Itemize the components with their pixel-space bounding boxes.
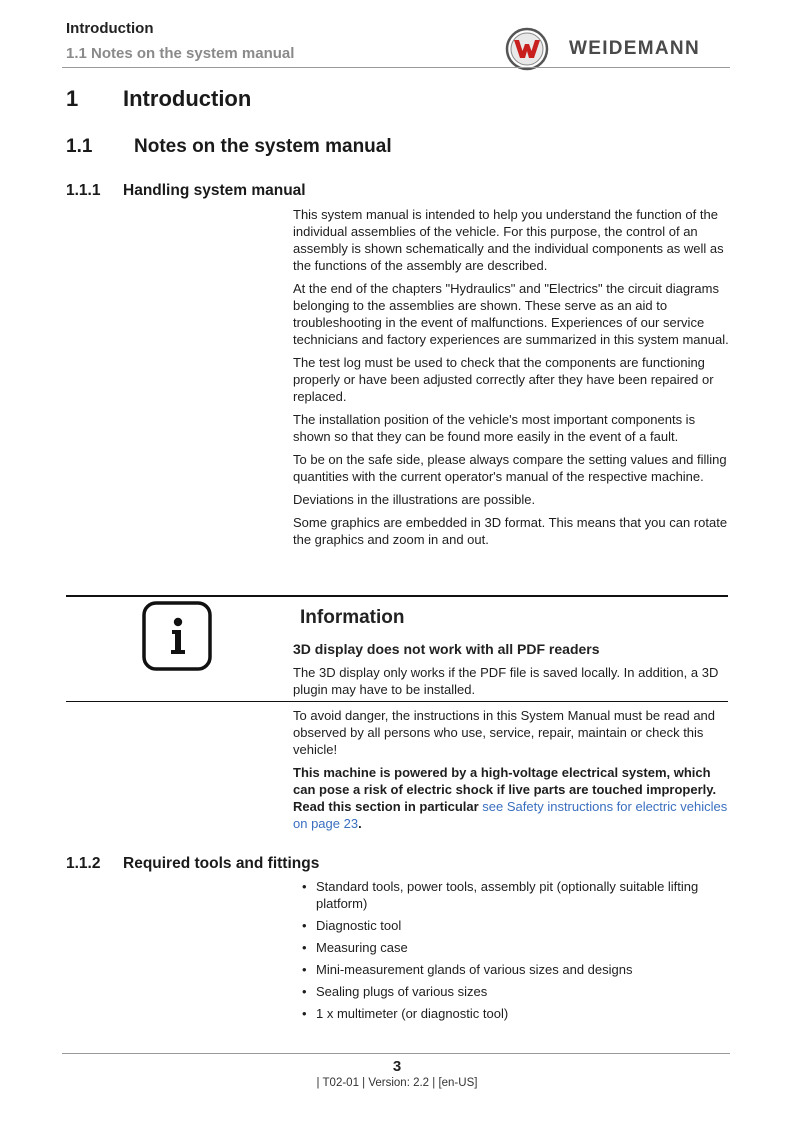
header-divider — [62, 67, 730, 68]
list-item: • Mini-measurement glands of various sizes and designs — [302, 962, 633, 977]
paragraph: To be on the safe side, please always compare the setting values and filling quantities with the current operator's manual of the respective machine. — [293, 452, 727, 484]
section-number: 1.1 — [66, 136, 93, 157]
info-box-icon — [141, 600, 213, 672]
info-icon — [141, 600, 213, 672]
subsection-number: 1.1.1 — [66, 182, 101, 199]
paragraph: Deviations in the illustrations are possible. — [293, 492, 536, 507]
brand-logo — [505, 27, 700, 71]
running-header-chapter: Introduction — [66, 20, 154, 37]
paragraph: At the end of the chapters "Hydraulics" and "Electrics" the circuit diagrams belonging to the assemblies are shown. These serve as an aid to troubleshooting in the event of malfunctions. Experiences of our service technicians and factory experiences are summarized in this system manual. — [293, 281, 729, 347]
safety-instructions-link[interactable]: see Safety instructions for electric vehicles on page 23 — [293, 799, 728, 831]
info-box-top-rule — [66, 595, 728, 597]
chapter-number: 1 — [66, 86, 79, 111]
document-info: | T02-01 | Version: 2.2 | [en-US] — [316, 1077, 478, 1089]
weidemann-w-logo-icon — [505, 27, 549, 71]
warning-text: This machine is powered by a high-voltage electrical system, which can pose a risk of electric shock if live parts are touched improperly. Read this section in particular — [293, 765, 717, 814]
warning-end: . — [358, 816, 362, 831]
info-box-text: The 3D display only works if the PDF file is saved locally. In addition, a 3D plugin may have to be installed. — [293, 665, 719, 697]
footer-divider — [62, 1053, 730, 1054]
info-box-title: Information — [300, 607, 405, 628]
subsection-body — [293, 206, 733, 548]
info-box-bottom-rule — [66, 701, 728, 702]
paragraph: The installation position of the vehicle's most important components is shown so that they can be found more easily in the event of a fault. — [293, 412, 696, 444]
list-item: • Standard tools, power tools, assembly pit (optionally suitable lifting platform) — [302, 879, 699, 911]
subsection-title: Handling system manual — [123, 182, 306, 199]
tools-list — [300, 878, 730, 1027]
section-title: Notes on the system manual — [134, 136, 392, 157]
list-item: • 1 x multimeter (or diagnostic tool) — [302, 1006, 509, 1021]
brand-name: WEIDEMANN — [569, 38, 700, 59]
chapter-title: Introduction — [123, 86, 252, 111]
paragraph: Some graphics are embedded in 3D format. This means that you can rotate the graphics and zoom in and out. — [293, 515, 728, 547]
safety-notes — [293, 707, 733, 832]
running-header-section: 1.1 Notes on the system manual — [66, 45, 295, 62]
paragraph: To avoid danger, the instructions in this System Manual must be read and observed by all persons who use, service, repair, maintain or check this vehicle! — [293, 708, 716, 757]
list-item: • Diagnostic tool — [302, 918, 402, 933]
paragraph: This system manual is intended to help you understand the function of the individual assemblies of the vehicle. For this purpose, the control of an assembly is shown schematically and the individual components as well as the functions of the assembly are described. — [293, 207, 724, 273]
list-item: • Measuring case — [302, 940, 408, 955]
warning-paragraph — [293, 764, 733, 832]
info-box-subtitle: 3D display does not work with all PDF readers — [293, 641, 600, 657]
paragraph: The test log must be used to check that the components are functioning properly or have been adjusted correctly after they have been repaired or replaced. — [293, 355, 714, 404]
subsection-title: Required tools and fittings — [123, 855, 320, 872]
list-item: • Sealing plugs of various sizes — [302, 984, 488, 999]
page-number: 3 — [392, 1058, 402, 1075]
subsection-number: 1.1.2 — [66, 855, 101, 872]
